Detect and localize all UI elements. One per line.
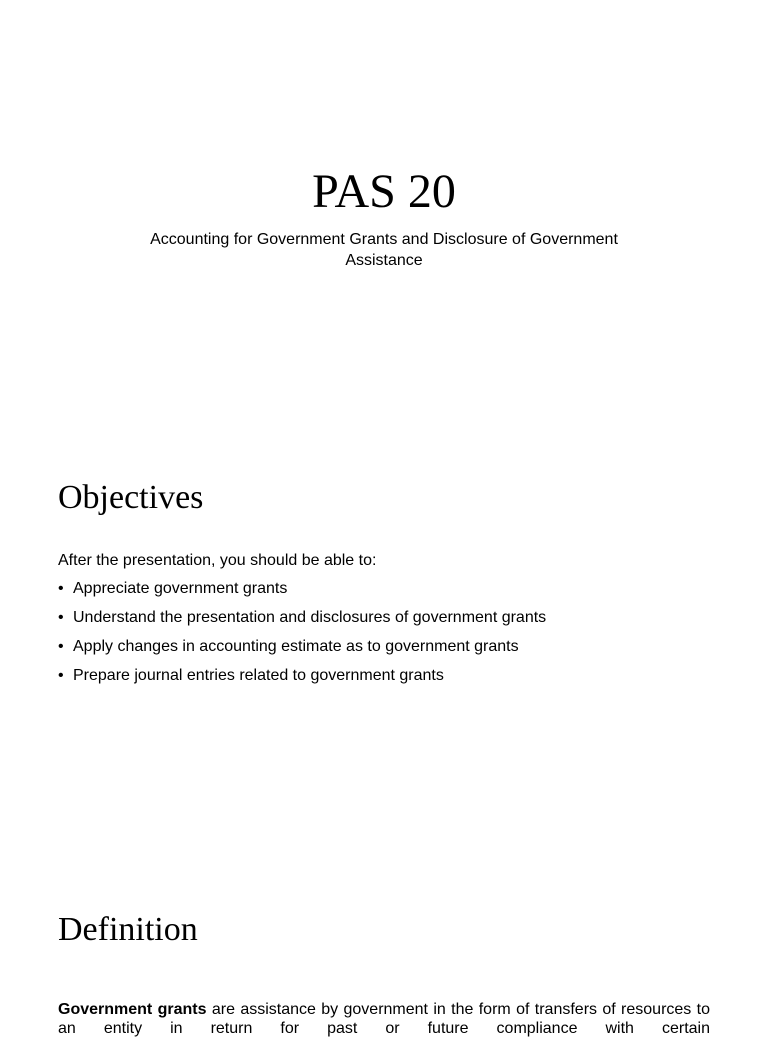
list-item xyxy=(58,578,546,607)
presentation-title: PAS 20 xyxy=(312,165,456,218)
bullet-icon: • xyxy=(58,667,64,684)
definition-heading: Definition xyxy=(58,911,198,948)
objectives-heading: Objectives xyxy=(58,479,204,516)
objectives-list xyxy=(58,578,546,694)
bullet-icon: • xyxy=(58,609,64,626)
list-item xyxy=(58,636,546,665)
presentation-subtitle: Accounting for Government Grants and Disclosure of Government Assistance xyxy=(150,231,618,269)
objective-text: Understand the presentation and disclosures of government grants xyxy=(73,609,547,626)
title-slide xyxy=(0,0,768,432)
bullet-icon: • xyxy=(58,580,64,597)
objective-text: Apply changes in accounting estimate as to government grants xyxy=(73,638,519,655)
bullet-icon: • xyxy=(58,638,64,655)
objective-text: Prepare journal entries related to government grants xyxy=(73,667,444,684)
list-item xyxy=(58,665,546,694)
definition-paragraph xyxy=(58,1000,710,1038)
objective-text: Appreciate government grants xyxy=(73,580,288,597)
objectives-slide xyxy=(0,432,768,864)
definition-body: are assistance by government in the form of transfers of resources to an entity in return for past or future compliance with certain xyxy=(58,1001,711,1037)
definition-term: Government grants xyxy=(58,1001,207,1018)
objectives-intro: After the presentation, you should be able to: xyxy=(58,552,377,569)
definition-slide xyxy=(0,864,768,1037)
list-item xyxy=(58,607,546,636)
